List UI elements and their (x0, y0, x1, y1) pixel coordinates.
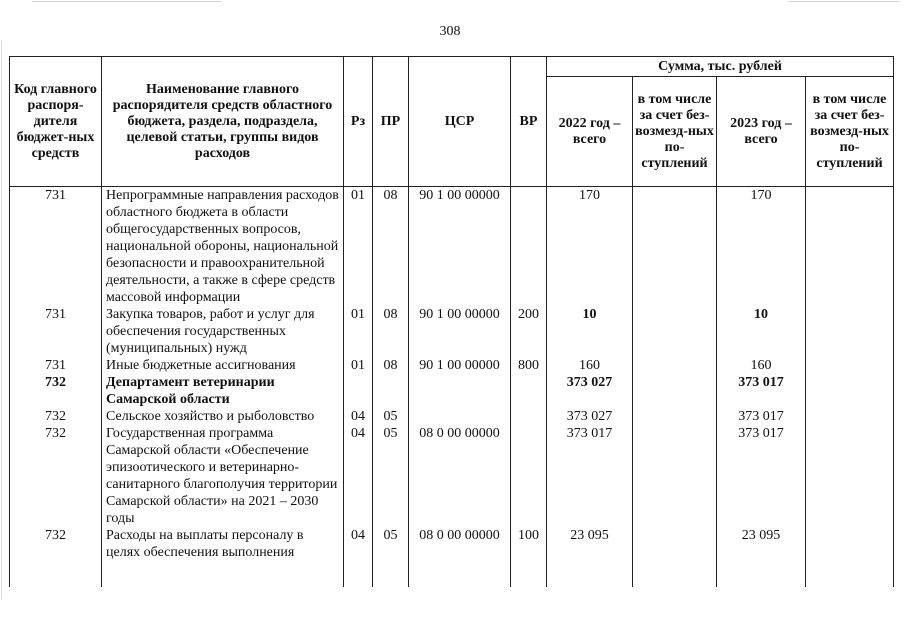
scan-artifact-top-right (788, 1, 900, 2)
cell-pr: 05 (373, 408, 409, 425)
cell-name: Непрограммные направления расходов областного бюджета в области общегосударственных вопросов, национальной обороны, национальной безопасности и правоохранительной деятельности, а также в сфере средств массовой информации (102, 187, 344, 307)
cell-2022-total: 373 027 (547, 408, 633, 425)
cell-2023-grants (806, 187, 894, 307)
cell-code: 731 (10, 187, 102, 307)
cell-2022-grants (633, 408, 717, 425)
cell-code: 731 (10, 306, 102, 357)
cell-name: Иные бюджетные ассигнования (102, 357, 344, 374)
cell-vr: 200 (511, 306, 547, 357)
cell-2022-grants (633, 425, 717, 527)
cell-code: 732 (10, 374, 102, 408)
cell-csr: 90 1 00 00000 (409, 357, 511, 374)
header-2022-total: 2022 год – всего (547, 77, 633, 187)
cell-csr (409, 408, 511, 425)
cell-pr (373, 374, 409, 408)
cell-2023-total: 160 (717, 357, 806, 374)
table-row-department (10, 374, 894, 408)
cell-2022-total: 160 (547, 357, 633, 374)
cell-rz: 04 (344, 527, 373, 587)
cell-pr: 05 (373, 527, 409, 587)
header-2022-grants: в том числе за счет без-возмезд-ных по-ступлений (633, 77, 717, 187)
header-pr: ПР (373, 57, 409, 187)
cell-csr: 08 0 00 00000 (409, 527, 511, 587)
header-vr: ВР (511, 57, 547, 187)
cell-rz: 04 (344, 408, 373, 425)
cell-2022-total: 10 (547, 306, 633, 357)
cell-pr: 08 (373, 357, 409, 374)
table-row (10, 357, 894, 374)
header-sum-group: Сумма, тыс. рублей (547, 57, 894, 77)
header-name: Наименование главного распорядителя средств областного бюджета, раздела, подраздела, целевой статьи, группы видов расходов (102, 57, 344, 187)
cell-code: 732 (10, 527, 102, 587)
cell-2022-grants (633, 306, 717, 357)
table-body (10, 187, 894, 588)
table-row (10, 527, 894, 587)
cell-rz (344, 374, 373, 408)
cell-code: 731 (10, 357, 102, 374)
cell-code: 732 (10, 425, 102, 527)
scan-artifact-top-left (32, 1, 222, 2)
cell-code: 732 (10, 408, 102, 425)
cell-2022-grants (633, 374, 717, 408)
cell-name: Расходы на выплаты персоналу в целях обеспечения выполнения (102, 527, 344, 587)
page-number: 308 (439, 24, 461, 39)
header-2023-total: 2023 год – всего (717, 77, 806, 187)
cell-rz: 01 (344, 187, 373, 307)
cell-2023-grants (806, 408, 894, 425)
table-header (10, 57, 894, 187)
table-row (10, 187, 894, 307)
header-code: Код главного распоря-дителя бюджет-ных средств (10, 57, 102, 187)
cell-rz: 01 (344, 306, 373, 357)
cell-2023-total: 373 017 (717, 374, 806, 408)
cell-csr: 08 0 00 00000 (409, 425, 511, 527)
cell-2023-total: 10 (717, 306, 806, 357)
cell-pr: 08 (373, 306, 409, 357)
cell-2023-grants (806, 527, 894, 587)
budget-table (9, 56, 894, 587)
header-rz: Рз (344, 57, 373, 187)
cell-2022-total: 170 (547, 187, 633, 307)
cell-vr: 800 (511, 357, 547, 374)
header-2023-grants: в том числе за счет без-возмезд-ных по-ступлений (806, 77, 894, 187)
cell-2022-grants (633, 527, 717, 587)
header-csr: ЦСР (409, 57, 511, 187)
cell-name: Государственная программа Самарской области «Обеспечение эпизоотического и ветеринарно-санитарного благополучия территории Самарской области» на 2021 – 2030 годы (102, 425, 344, 527)
table-row (10, 306, 894, 357)
cell-name: Департамент ветеринарии Самарской области (102, 374, 344, 408)
cell-2023-total: 373 017 (717, 408, 806, 425)
cell-2022-total: 373 027 (547, 374, 633, 408)
cell-vr (511, 187, 547, 307)
cell-vr (511, 425, 547, 527)
cell-vr (511, 408, 547, 425)
cell-rz: 01 (344, 357, 373, 374)
cell-csr: 90 1 00 00000 (409, 306, 511, 357)
cell-2023-grants (806, 357, 894, 374)
cell-2023-grants (806, 374, 894, 408)
cell-2023-total: 23 095 (717, 527, 806, 587)
cell-name: Закупка товаров, работ и услуг для обеспечения государственных (муниципальных) нужд (102, 306, 344, 357)
cell-pr: 08 (373, 187, 409, 307)
cell-2023-total: 170 (717, 187, 806, 307)
table-row (10, 425, 894, 527)
cell-pr: 05 (373, 425, 409, 527)
cell-2022-grants (633, 187, 717, 307)
budget-table-sheet (9, 56, 893, 587)
cell-vr (511, 374, 547, 408)
scan-artifact-left-edge (1, 40, 2, 600)
cell-2023-total: 373 017 (717, 425, 806, 527)
cell-rz: 04 (344, 425, 373, 527)
cell-csr: 90 1 00 00000 (409, 187, 511, 307)
table-row (10, 408, 894, 425)
cell-vr: 100 (511, 527, 547, 587)
cell-name: Сельское хозяйство и рыболовство (102, 408, 344, 425)
cell-2023-grants (806, 306, 894, 357)
cell-2022-grants (633, 357, 717, 374)
cell-2022-total: 23 095 (547, 527, 633, 587)
cell-2023-grants (806, 425, 894, 527)
cell-csr (409, 374, 511, 408)
cell-2022-total: 373 017 (547, 425, 633, 527)
